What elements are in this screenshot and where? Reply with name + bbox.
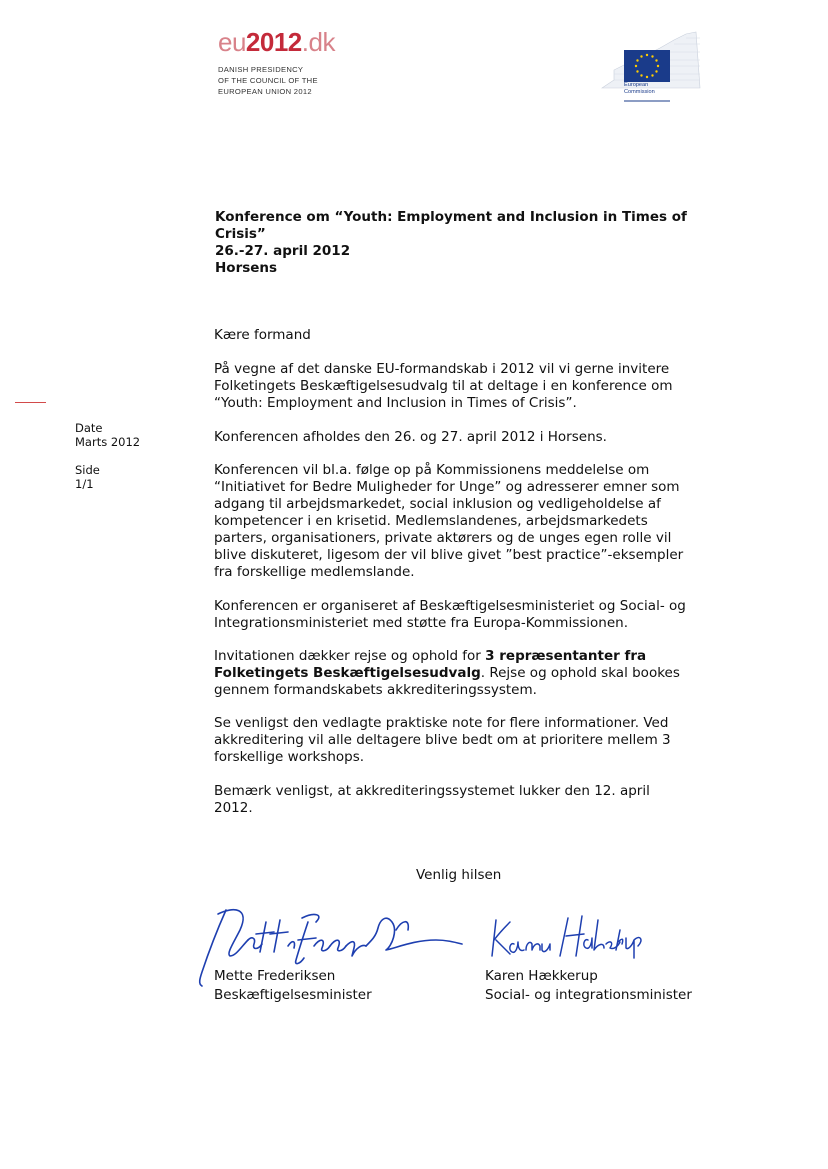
right-signatory-name: Karen Hækkerup bbox=[485, 968, 598, 984]
closing: Venlig hilsen bbox=[416, 867, 502, 883]
european-commission-caption: European Commission bbox=[624, 82, 655, 95]
page-number-block: Side 1/1 bbox=[75, 463, 100, 491]
paragraph-topics: Konferencen vil bl.a. følge op på Kommissionens meddelelse om “Initiativet for Bedre Muligheder for Unge” og adresserer emner som adgang til arbejdsmarkedet, social inklusion og vedligeholdelse af kompetencer i en krisetid. Medlemslandenes, arbejdsmarkedets parters, organisationers, private aktørers og de unges egen rolle vil blive diskuteret, ligesom der vil blive givet ”best practice”-eksempler fra forskellige medlemslande. bbox=[214, 462, 684, 580]
left-signatory-name: Mette Frederiksen bbox=[214, 968, 336, 984]
salutation: Kære formand bbox=[214, 327, 311, 343]
signature-karen-haekkerup bbox=[488, 910, 648, 962]
right-signatory-role: Social- og integrationsminister bbox=[485, 987, 692, 1003]
paragraph-travel: Invitationen dækker rejse og ophold for 3 repræsentanter fra Folketingets Beskæftigelsesudvalg. Rejse og ophold skal bookes gennem formandskabets akkrediteringssystem. bbox=[214, 648, 680, 698]
fold-mark bbox=[15, 402, 46, 403]
eu2012-logo bbox=[218, 28, 338, 56]
left-signatory-role: Beskæftigelsesminister bbox=[214, 987, 372, 1003]
paragraph-organisers: Konferencen er organiseret af Beskæftigelsesministeriet og Social- og Integrationsministeriet med støtte fra Europa-Kommissionen. bbox=[214, 598, 686, 631]
letter-title: Konference om “Youth: Employment and Inclusion in Times of Crisis” 26.-27. april 2012 Horsens bbox=[215, 209, 687, 276]
danish-presidency-caption: DANISH PRESIDENCY OF THE COUNCIL OF THE EUROPEAN UNION 2012 bbox=[218, 65, 318, 96]
eu2012-logo-wordmark: eu2012.dk bbox=[218, 27, 335, 57]
paragraph-invitation: På vegne af det danske EU-formandskab i 2012 vil vi gerne invitere Folketingets Beskæftigelsesudvalg til at deltage i en konference om “Youth: Employment and Inclusion in Times of Crisis”. bbox=[214, 361, 673, 411]
paragraph-dates: Konferencen afholdes den 26. og 27. april 2012 i Horsens. bbox=[214, 429, 607, 445]
paragraph-deadline: Bemærk venligst, at akkrediteringssystemet lukker den 12. april 2012. bbox=[214, 783, 650, 816]
date-block: Date Marts 2012 bbox=[75, 421, 141, 449]
paragraph-practical-note: Se venligst den vedlagte praktiske note for flere informationer. Ved akkreditering vil alle deltagere blive bedt om at prioritere mellem 3 forskellige workshops. bbox=[214, 715, 671, 765]
